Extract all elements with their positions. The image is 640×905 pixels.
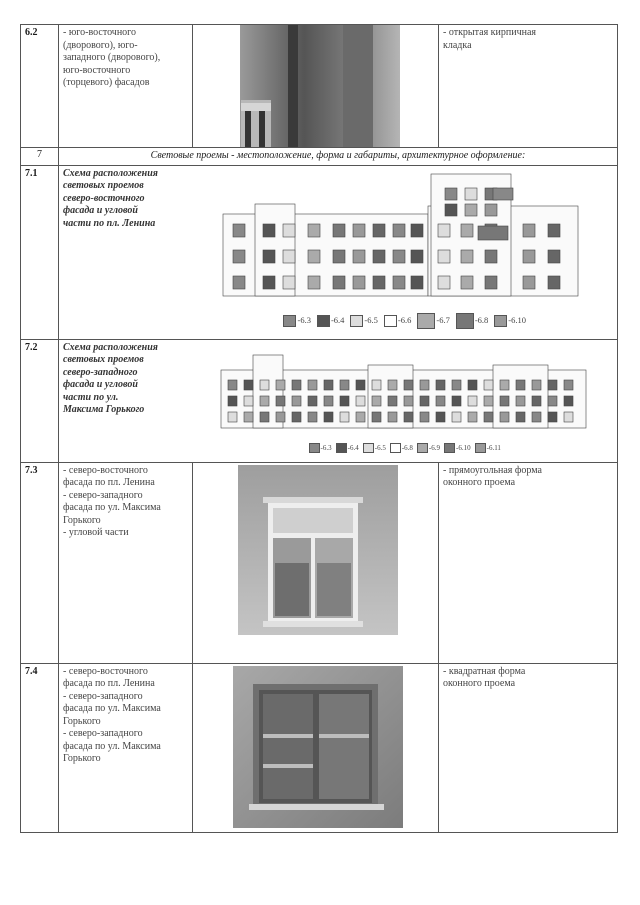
- window-mark: [233, 276, 245, 289]
- desc-line: - северо-восточного: [63, 464, 148, 476]
- table-row: [21, 663, 618, 832]
- legend-item: [494, 314, 526, 327]
- window-mark: [548, 250, 560, 263]
- window-mark: [420, 380, 429, 390]
- window-mark: [393, 276, 405, 289]
- note-line: оконного проема: [443, 678, 516, 689]
- window-mark: [516, 396, 525, 406]
- window-mark: [308, 224, 320, 237]
- desc-line: Горького: [63, 514, 101, 526]
- window-mark: [356, 396, 365, 406]
- legend-swatch: [444, 443, 455, 453]
- window-mark: [500, 412, 509, 422]
- window-mark: [548, 224, 560, 237]
- window-mark: [353, 276, 365, 289]
- window-mark: [263, 250, 275, 263]
- legend-item: [456, 313, 488, 329]
- window-mark: [228, 412, 237, 422]
- section-title: Световые проемы - местоположение, форма и габариты, архитектурное оформление:: [59, 148, 618, 166]
- section-row: [21, 148, 618, 166]
- facade-scheme-cell: [193, 165, 618, 339]
- legend-swatch: [494, 315, 507, 327]
- window-mark: [292, 380, 301, 390]
- window-mark: [372, 412, 381, 422]
- facade-scheme-diagram: [193, 166, 618, 311]
- desc-line: - северо-западного: [63, 489, 143, 501]
- legend-label: -6.3: [297, 315, 311, 326]
- row-number: 7.3: [21, 462, 59, 663]
- row-description: [59, 25, 193, 148]
- window-mark: [532, 396, 541, 406]
- legend-item: [475, 442, 501, 455]
- window-mark: [372, 380, 381, 390]
- note-line: оконного проема: [443, 477, 516, 488]
- window-mark: [438, 250, 450, 263]
- desc-line: северо-западного: [63, 366, 138, 378]
- window-mark: [411, 224, 423, 237]
- window-mark: [468, 412, 477, 422]
- desc-line: юго-восточного: [63, 64, 131, 76]
- window-mark: [308, 276, 320, 289]
- rectangular-window-photo: [193, 463, 439, 663]
- legend-item: [350, 314, 377, 327]
- window-mark: [404, 412, 413, 422]
- row-description: [59, 165, 193, 339]
- legend-item: [317, 314, 344, 327]
- window-mark: [516, 380, 525, 390]
- row-description: [59, 339, 193, 462]
- window-mark: [500, 396, 509, 406]
- legend-swatch: [309, 443, 320, 453]
- window-mark: [548, 276, 560, 289]
- window-mark: [356, 412, 365, 422]
- window-mark: [564, 412, 573, 422]
- legend-item: [309, 442, 332, 455]
- window-mark: [372, 396, 381, 406]
- window-mark: [485, 204, 497, 216]
- window-mark: [564, 380, 573, 390]
- legend-label: -6.7: [436, 315, 450, 326]
- note-line: кладка: [443, 39, 472, 51]
- row-note: [439, 25, 618, 148]
- window-mark: [523, 250, 535, 263]
- desc-line: - северо-восточного: [63, 665, 148, 677]
- window-mark: [493, 188, 513, 200]
- desc-line: фасада по ул. Максима: [63, 703, 161, 714]
- desc-line: - угловой части: [63, 527, 129, 538]
- window-mark: [420, 412, 429, 422]
- window-mark: [436, 396, 445, 406]
- legend-label: -6.3: [320, 443, 332, 452]
- legend-swatch: [456, 313, 474, 329]
- desc-line: фасада по пл. Ленина: [63, 477, 155, 488]
- row-number: 7.4: [21, 663, 59, 832]
- row-note: [439, 663, 618, 832]
- scheme-legend: [193, 442, 618, 455]
- legend-swatch: [336, 443, 347, 453]
- row-description: [59, 663, 193, 832]
- window-mark: [292, 396, 301, 406]
- window-mark: [244, 412, 253, 422]
- window-mark: [292, 412, 301, 422]
- window-mark: [260, 380, 269, 390]
- window-mark: [484, 380, 493, 390]
- legend-label: -6.4: [347, 443, 359, 452]
- window-mark: [228, 380, 237, 390]
- window-mark: [244, 380, 253, 390]
- window-mark: [500, 380, 509, 390]
- window-mark: [393, 224, 405, 237]
- legend-swatch: [283, 315, 296, 327]
- legend-item: [363, 442, 386, 455]
- scheme-legend: [193, 313, 618, 329]
- legend-swatch: [390, 443, 401, 453]
- legend-swatch: [417, 443, 428, 453]
- window-mark: [308, 250, 320, 263]
- window-mark: [233, 250, 245, 263]
- square-window-photo: [193, 664, 439, 832]
- window-mark: [461, 224, 473, 237]
- desc-line: части по пл. Ленина: [63, 217, 156, 229]
- desc-line: Максима Горького: [63, 404, 145, 415]
- window-mark: [468, 396, 477, 406]
- desc-line: фасада и угловой: [63, 205, 138, 216]
- desc-line: световых проемов: [63, 180, 144, 191]
- brick-wall-photo: [193, 25, 439, 147]
- legend-swatch: [350, 315, 363, 327]
- desc-line: Схема расположения: [63, 341, 158, 353]
- desc-line: Горького: [63, 715, 101, 727]
- legend-label: -6.9: [428, 443, 441, 452]
- desc-line: части по ул.: [63, 391, 119, 403]
- attribute-table: [20, 24, 618, 833]
- window-mark: [308, 380, 317, 390]
- window-mark: [340, 412, 349, 422]
- window-mark: [420, 396, 429, 406]
- window-mark: [516, 412, 525, 422]
- desc-line: фасада по пл. Ленина: [63, 678, 155, 689]
- row-description: [59, 462, 193, 663]
- note-line: - прямоугольная форма: [443, 464, 542, 476]
- row-note: [439, 462, 618, 663]
- window-mark: [353, 250, 365, 263]
- window-mark: [260, 396, 269, 406]
- desc-line: (торцевого) фасадов: [63, 77, 150, 88]
- window-mark: [388, 412, 397, 422]
- window-mark: [465, 204, 477, 216]
- legend-item: [417, 313, 449, 329]
- window-mark: [233, 224, 245, 237]
- window-mark: [411, 250, 423, 263]
- row-number: 6.2: [21, 25, 59, 148]
- window-mark: [228, 396, 237, 406]
- window-mark: [276, 396, 285, 406]
- legend-item: [283, 314, 310, 327]
- photo-cell: [193, 25, 439, 148]
- window-mark: [461, 250, 473, 263]
- window-mark: [436, 412, 445, 422]
- legend-swatch: [475, 443, 486, 453]
- table-row: [21, 339, 618, 462]
- window-mark: [333, 224, 345, 237]
- legend-item: [417, 442, 440, 455]
- window-mark: [485, 276, 497, 289]
- desc-line: - северо-западного: [63, 690, 143, 702]
- window-mark: [276, 412, 285, 422]
- window-mark: [532, 412, 541, 422]
- window-mark: [353, 224, 365, 237]
- window-mark: [263, 276, 275, 289]
- legend-label: -6.8: [474, 315, 489, 326]
- legend-swatch: [363, 443, 374, 453]
- window-mark: [388, 396, 397, 406]
- window-mark: [308, 412, 317, 422]
- photo-cell: [193, 462, 439, 663]
- window-mark: [276, 380, 285, 390]
- legend-label: -6.8: [401, 443, 413, 452]
- window-mark: [263, 224, 275, 237]
- window-mark: [484, 412, 493, 422]
- table-row: [21, 165, 618, 339]
- legend-label: -6.4: [330, 315, 345, 326]
- window-mark: [324, 412, 333, 422]
- desc-line: Схема расположения: [63, 167, 158, 179]
- legend-swatch: [384, 315, 397, 327]
- legend-swatch: [417, 313, 435, 329]
- window-mark: [373, 224, 385, 237]
- table-row: [21, 462, 618, 663]
- legend-swatch: [317, 315, 330, 327]
- window-mark: [436, 380, 445, 390]
- window-mark: [283, 276, 295, 289]
- row-number: 7.2: [21, 339, 59, 462]
- window-mark: [333, 250, 345, 263]
- window-mark: [373, 276, 385, 289]
- window-mark: [340, 396, 349, 406]
- window-mark: [452, 396, 461, 406]
- window-mark: [404, 396, 413, 406]
- desc-line: - северо-западного: [63, 728, 143, 739]
- window-mark: [452, 412, 461, 422]
- legend-label: -6.5: [374, 443, 386, 452]
- desc-line: северо-восточного: [63, 192, 145, 204]
- window-mark: [283, 250, 295, 263]
- window-mark: [404, 380, 413, 390]
- note-line: - открытая кирпичная: [443, 27, 537, 38]
- window-mark: [564, 396, 573, 406]
- legend-label: -6.11: [486, 443, 501, 452]
- desc-line: фасада по ул. Максима: [63, 502, 161, 513]
- legend-label: -6.10: [456, 443, 471, 452]
- window-mark: [388, 380, 397, 390]
- desc-line: световых проемов: [63, 354, 144, 365]
- window-mark: [445, 188, 457, 200]
- window-mark: [548, 396, 557, 406]
- window-mark: [523, 276, 535, 289]
- window-mark: [324, 396, 333, 406]
- desc-line: (дворового), юго-: [63, 39, 138, 51]
- legend-item: [336, 442, 359, 455]
- window-mark: [393, 250, 405, 263]
- window-mark: [484, 396, 493, 406]
- legend-item: [384, 314, 411, 327]
- legend-label: -6.10: [508, 315, 527, 326]
- window-mark: [340, 380, 349, 390]
- photo-cell: [193, 663, 439, 832]
- window-mark: [465, 188, 477, 200]
- table-row: [21, 25, 618, 148]
- desc-line: - юго-восточного: [63, 27, 137, 38]
- window-mark: [452, 380, 461, 390]
- window-mark: [523, 224, 535, 237]
- desc-line: фасада по ул. Максима: [63, 740, 161, 752]
- window-mark: [333, 276, 345, 289]
- window-mark: [485, 250, 497, 263]
- window-mark: [324, 380, 333, 390]
- row-number: 7.1: [21, 165, 59, 339]
- window-mark: [548, 412, 557, 422]
- legend-item: [444, 442, 471, 455]
- window-mark: [548, 380, 557, 390]
- window-mark: [308, 396, 317, 406]
- note-line: - квадратная форма: [443, 665, 526, 677]
- window-mark: [468, 380, 477, 390]
- window-mark: [283, 224, 295, 237]
- window-mark: [461, 276, 473, 289]
- window-mark: [532, 380, 541, 390]
- desc-line: Горького: [63, 753, 101, 764]
- window-mark: [438, 224, 450, 237]
- window-mark: [478, 226, 508, 240]
- window-mark: [373, 250, 385, 263]
- window-mark: [438, 276, 450, 289]
- window-mark: [244, 396, 253, 406]
- facade-scheme-diagram: [193, 340, 618, 440]
- window-mark: [411, 276, 423, 289]
- window-mark: [356, 380, 365, 390]
- window-mark: [445, 204, 457, 216]
- desc-line: западного (дворового),: [63, 52, 161, 63]
- legend-item: [390, 442, 413, 455]
- section-number: 7: [21, 148, 59, 166]
- legend-label: -6.5: [364, 315, 378, 326]
- desc-line: фасада и угловой: [63, 379, 138, 390]
- legend-label: -6.6: [397, 315, 412, 326]
- window-mark: [260, 412, 269, 422]
- facade-scheme-cell: [193, 339, 618, 462]
